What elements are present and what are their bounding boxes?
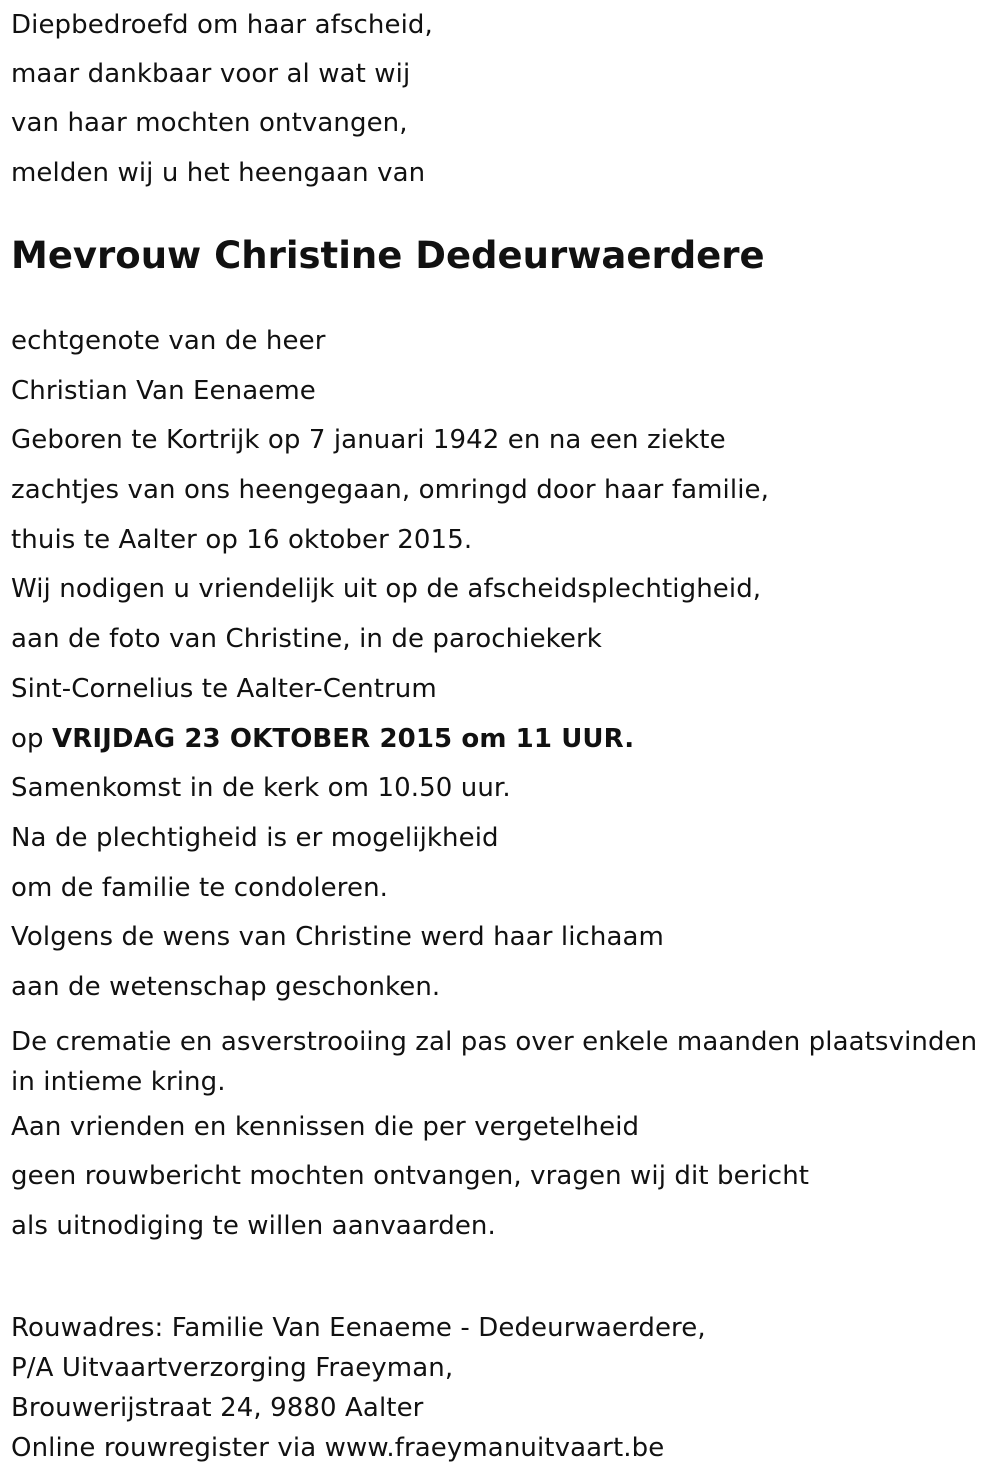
intro-line: Diepbedroefd om haar afscheid, [11, 10, 433, 40]
ceremony-date: VRIJDAG 23 OKTOBER 2015 om 11 UUR. [51, 723, 635, 754]
body-line: Samenkomst in de kerk om 10.50 uur. [11, 773, 511, 804]
ceremony-date-line [11, 724, 996, 774]
intro-line: melden wij u het heengaan van [11, 157, 426, 188]
body-line: thuis te Aalter op 16 oktober 2015. [11, 524, 473, 555]
obituary-notice [11, 0, 996, 1469]
address-line: Rouwadres: Familie Van Eenaeme - Dedeurwaerdere, [11, 1312, 706, 1343]
address-line: Brouwerijstraat 24, 9880 Aalter [11, 1392, 424, 1423]
mourning-address [11, 1309, 996, 1469]
address-line: P/A Uitvaartverzorging Fraeyman, [11, 1352, 454, 1383]
body-line: als uitnodiging te willen aanvaarden. [11, 1211, 496, 1241]
body-line: Christian Van Eenaeme [11, 375, 316, 406]
body-line: Aan vrienden en kennissen die per vergetelheid [11, 1111, 640, 1142]
body-line: De crematie en asverstrooiing zal pas over enkele maanden plaatsvinden in intieme kring. [11, 1026, 978, 1097]
body-line: Volgens de wens van Christine werd haar lichaam [11, 922, 664, 953]
announcement-body [11, 326, 996, 1261]
body-line: Na de plechtigheid is er mogelijkheid [11, 822, 499, 853]
body-line: Geboren te Kortrijk op 7 januari 1942 en na een ziekte [11, 425, 726, 456]
body-line: echtgenote van de heer [11, 326, 326, 356]
intro-line: van haar mochten ontvangen, [11, 108, 408, 138]
deceased-name: Mevrouw Christine Dedeurwaerdere [11, 234, 765, 277]
body-line: aan de wetenschap geschonken. [11, 971, 441, 1002]
intro-text [11, 0, 996, 198]
body-line: Wij nodigen u vriendelijk uit op de afscheidsplechtigheid, [11, 574, 762, 605]
online-register-line: Online rouwregister via www.fraeymanuitvaart.be [11, 1432, 665, 1463]
body-line: om de familie te condoleren. [11, 872, 389, 903]
body-line: geen rouwbericht mochten ontvangen, vragen wij dit bericht [11, 1161, 810, 1192]
body-line: Sint-Cornelius te Aalter-Centrum [11, 673, 437, 704]
body-line: zachtjes van ons heengegaan, omringd door haar familie, [11, 475, 769, 506]
ceremony-date-prefix: op [11, 723, 52, 754]
intro-line: maar dankbaar voor al wat wij [11, 58, 411, 89]
body-line: aan de foto van Christine, in de parochiekerk [11, 624, 602, 655]
